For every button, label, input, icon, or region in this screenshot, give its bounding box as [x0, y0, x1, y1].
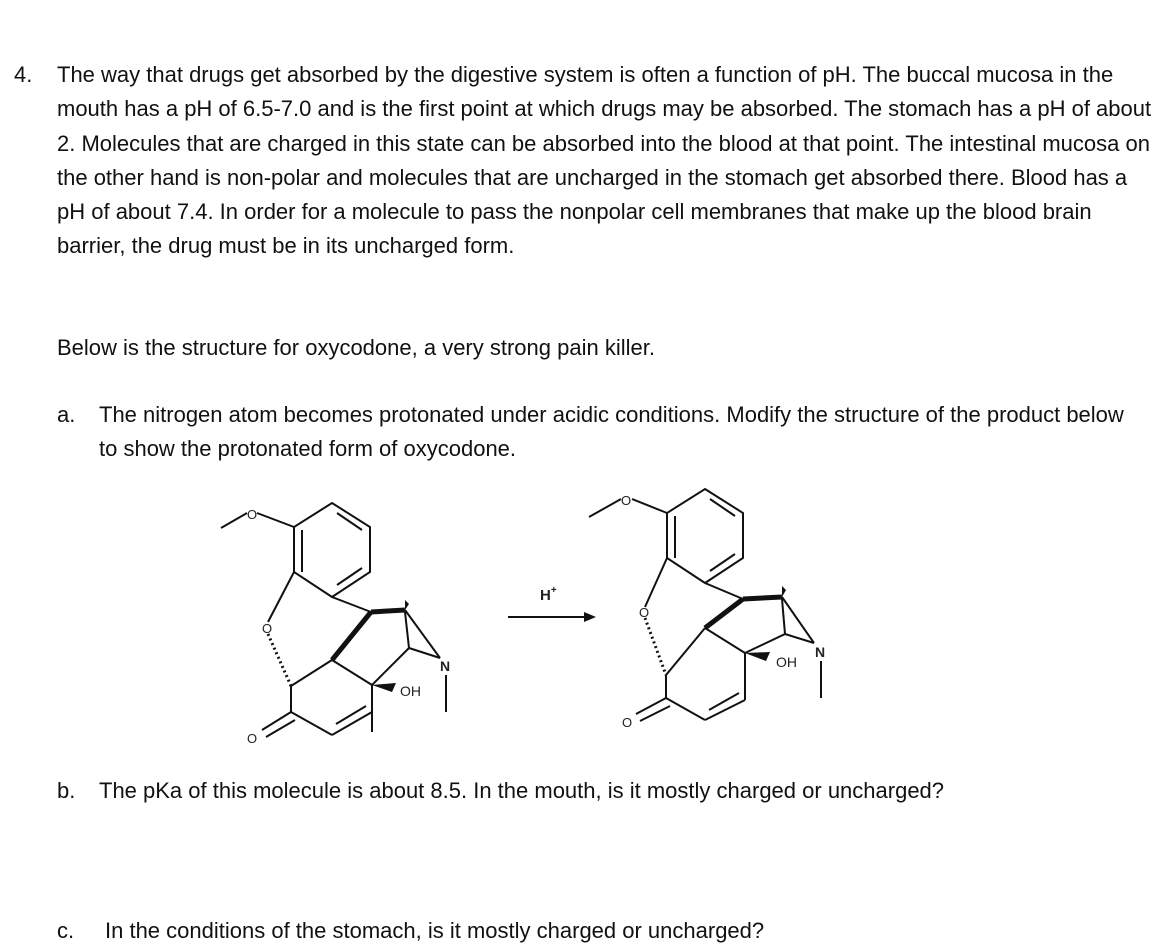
reaction-scheme — [0, 470, 1176, 760]
part-a-text: The nitrogen atom becomes protonated under acidic conditions. Modify the structure of the product below to show the protonated form of oxycodone. — [99, 402, 1124, 461]
reagent-label — [540, 585, 557, 604]
part-c-text: In the conditions of the stomach, is it mostly charged or uncharged? — [105, 918, 765, 943]
part-a-marker: a. — [57, 402, 76, 427]
product-ether-oxygen: O — [639, 605, 650, 620]
product-wedge-top — [782, 586, 786, 597]
part-b-marker: b. — [57, 778, 76, 803]
reactant-methoxy-oxygen: O — [247, 507, 258, 522]
reaction-arrow — [508, 612, 596, 622]
question-intro: The way that drugs get absorbed by the digestive system is often a function of pH. The buccal mucosa in the mouth has a pH of 6.5-7.0 and is the first point at which drugs may be absorbed. The stomach has a pH of about 2. Molecules that are charged in this state can be absorbed into the blood at that point. The intestinal mucosa on the other hand is non-polar and molecules that are uncharged in the stomach get absorbed there. Blood has a pH of about 7.4. In order for a molecule to pass the nonpolar cell membranes that make up the blood brain barrier, the drug must be in its uncharged form. — [57, 62, 1152, 259]
product-structure — [589, 489, 821, 721]
product-methoxy-oxygen: O — [621, 493, 632, 508]
product-ketone-oxygen: O — [622, 715, 633, 730]
reactant-wedge — [372, 683, 396, 692]
reactant-nitrogen-label: N — [440, 658, 451, 674]
reagent-charge: + — [550, 585, 557, 596]
reagent-symbol: H — [540, 587, 551, 604]
reactant-wedge-top — [405, 600, 409, 610]
structure-intro: Below is the structure for oxycodone, a very strong pain killer. — [57, 335, 655, 360]
product-hydroxyl-label: OH — [776, 654, 797, 670]
reactant-hydroxyl-label: OH — [400, 683, 421, 699]
part-b-text: The pKa of this molecule is about 8.5. In the mouth, is it mostly charged or uncharged? — [99, 778, 945, 803]
question-number: 4. — [14, 62, 33, 87]
reactant-ether-oxygen: O — [262, 621, 273, 636]
product-wedge — [745, 652, 770, 661]
product-nitrogen-label: N — [815, 644, 826, 660]
part-c-marker: c. — [57, 918, 75, 943]
reactant-ketone-oxygen: O — [247, 731, 258, 746]
reactant-structure — [221, 503, 446, 737]
